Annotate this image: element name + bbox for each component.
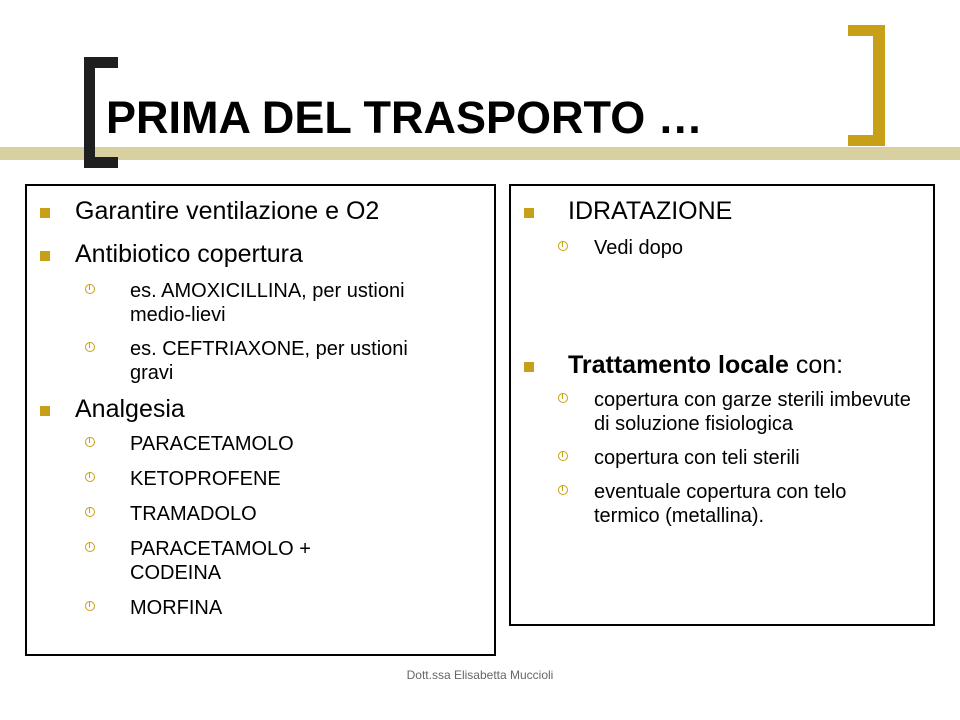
circle-bullet-icon bbox=[558, 241, 568, 251]
bullet-text: Garantire ventilazione e O2 bbox=[75, 197, 380, 225]
circle-bullet-icon bbox=[85, 284, 95, 294]
square-bullet-icon bbox=[40, 208, 50, 218]
bullet-text: Analgesia bbox=[75, 395, 185, 423]
circle-bullet-icon bbox=[558, 393, 568, 403]
sub-bullet bbox=[27, 502, 494, 526]
circle-bullet-icon bbox=[85, 342, 95, 352]
circle-bullet-icon bbox=[558, 451, 568, 461]
square-bullet-icon bbox=[40, 251, 50, 261]
sub-bullet bbox=[27, 537, 494, 585]
right-content-box bbox=[509, 184, 935, 626]
bullet-antibiotico bbox=[27, 240, 494, 269]
bullet-text-bold: Trattamento locale bbox=[568, 351, 789, 379]
title-band bbox=[0, 147, 960, 160]
sub-bullet-text: copertura con garze sterili imbevute di soluzione fisiologica bbox=[594, 389, 911, 435]
right-bracket-top bbox=[848, 25, 885, 36]
bullet-text: Antibiotico copertura bbox=[75, 240, 303, 268]
bullet-trattamento bbox=[511, 351, 933, 380]
right-bracket-bottom bbox=[848, 135, 885, 146]
bullet-idratazione bbox=[511, 197, 933, 226]
bullet-text: IDRATAZIONE bbox=[568, 197, 733, 225]
sub-bullet-text: PARACETAMOLO bbox=[130, 433, 294, 455]
bullet-analgesia bbox=[27, 395, 494, 424]
sub-bullet-text: eventuale copertura con telo termico (metallina). bbox=[594, 481, 847, 527]
sub-bullet bbox=[511, 236, 933, 260]
slide-footer: Dott.ssa Elisabetta Muccioli bbox=[406, 668, 554, 682]
bullet-ventilazione bbox=[27, 197, 494, 226]
circle-bullet-icon bbox=[85, 472, 95, 482]
sub-bullet bbox=[511, 480, 933, 528]
circle-bullet-icon bbox=[85, 507, 95, 517]
sub-bullet bbox=[27, 279, 494, 327]
sub-bullet-text: KETOPROFENE bbox=[130, 468, 281, 490]
left-content-box bbox=[25, 184, 496, 656]
sub-bullet-text: MORFINA bbox=[130, 597, 223, 619]
right-bracket bbox=[873, 25, 885, 146]
circle-bullet-icon bbox=[85, 437, 95, 447]
circle-bullet-icon bbox=[85, 542, 95, 552]
sub-bullet bbox=[27, 432, 494, 456]
left-bracket-bottom bbox=[84, 157, 118, 168]
sub-bullet-text: copertura con teli sterili bbox=[594, 447, 800, 469]
left-bracket-top bbox=[84, 57, 118, 68]
sub-bullet-text: es. CEFTRIAXONE, per ustioni gravi bbox=[130, 338, 408, 384]
sub-bullet bbox=[27, 467, 494, 491]
circle-bullet-icon bbox=[85, 601, 95, 611]
bullet-text-rest: con: bbox=[788, 351, 844, 379]
circle-bullet-icon bbox=[558, 485, 568, 495]
sub-bullet-text: es. AMOXICILLINA, per ustioni medio-lievi bbox=[130, 280, 405, 326]
square-bullet-icon bbox=[524, 208, 534, 218]
sub-bullet bbox=[27, 596, 494, 620]
square-bullet-icon bbox=[40, 406, 50, 416]
sub-bullet bbox=[27, 337, 494, 385]
sub-bullet-text: PARACETAMOLO + CODEINA bbox=[130, 538, 311, 584]
sub-bullet bbox=[511, 388, 933, 436]
square-bullet-icon bbox=[524, 362, 534, 372]
sub-bullet bbox=[511, 446, 933, 470]
left-bracket bbox=[84, 57, 95, 166]
sub-bullet-text: Vedi dopo bbox=[594, 237, 683, 259]
slide-title: PRIMA DEL TRASPORTO … bbox=[106, 92, 703, 143]
sub-bullet-text: TRAMADOLO bbox=[130, 503, 257, 525]
